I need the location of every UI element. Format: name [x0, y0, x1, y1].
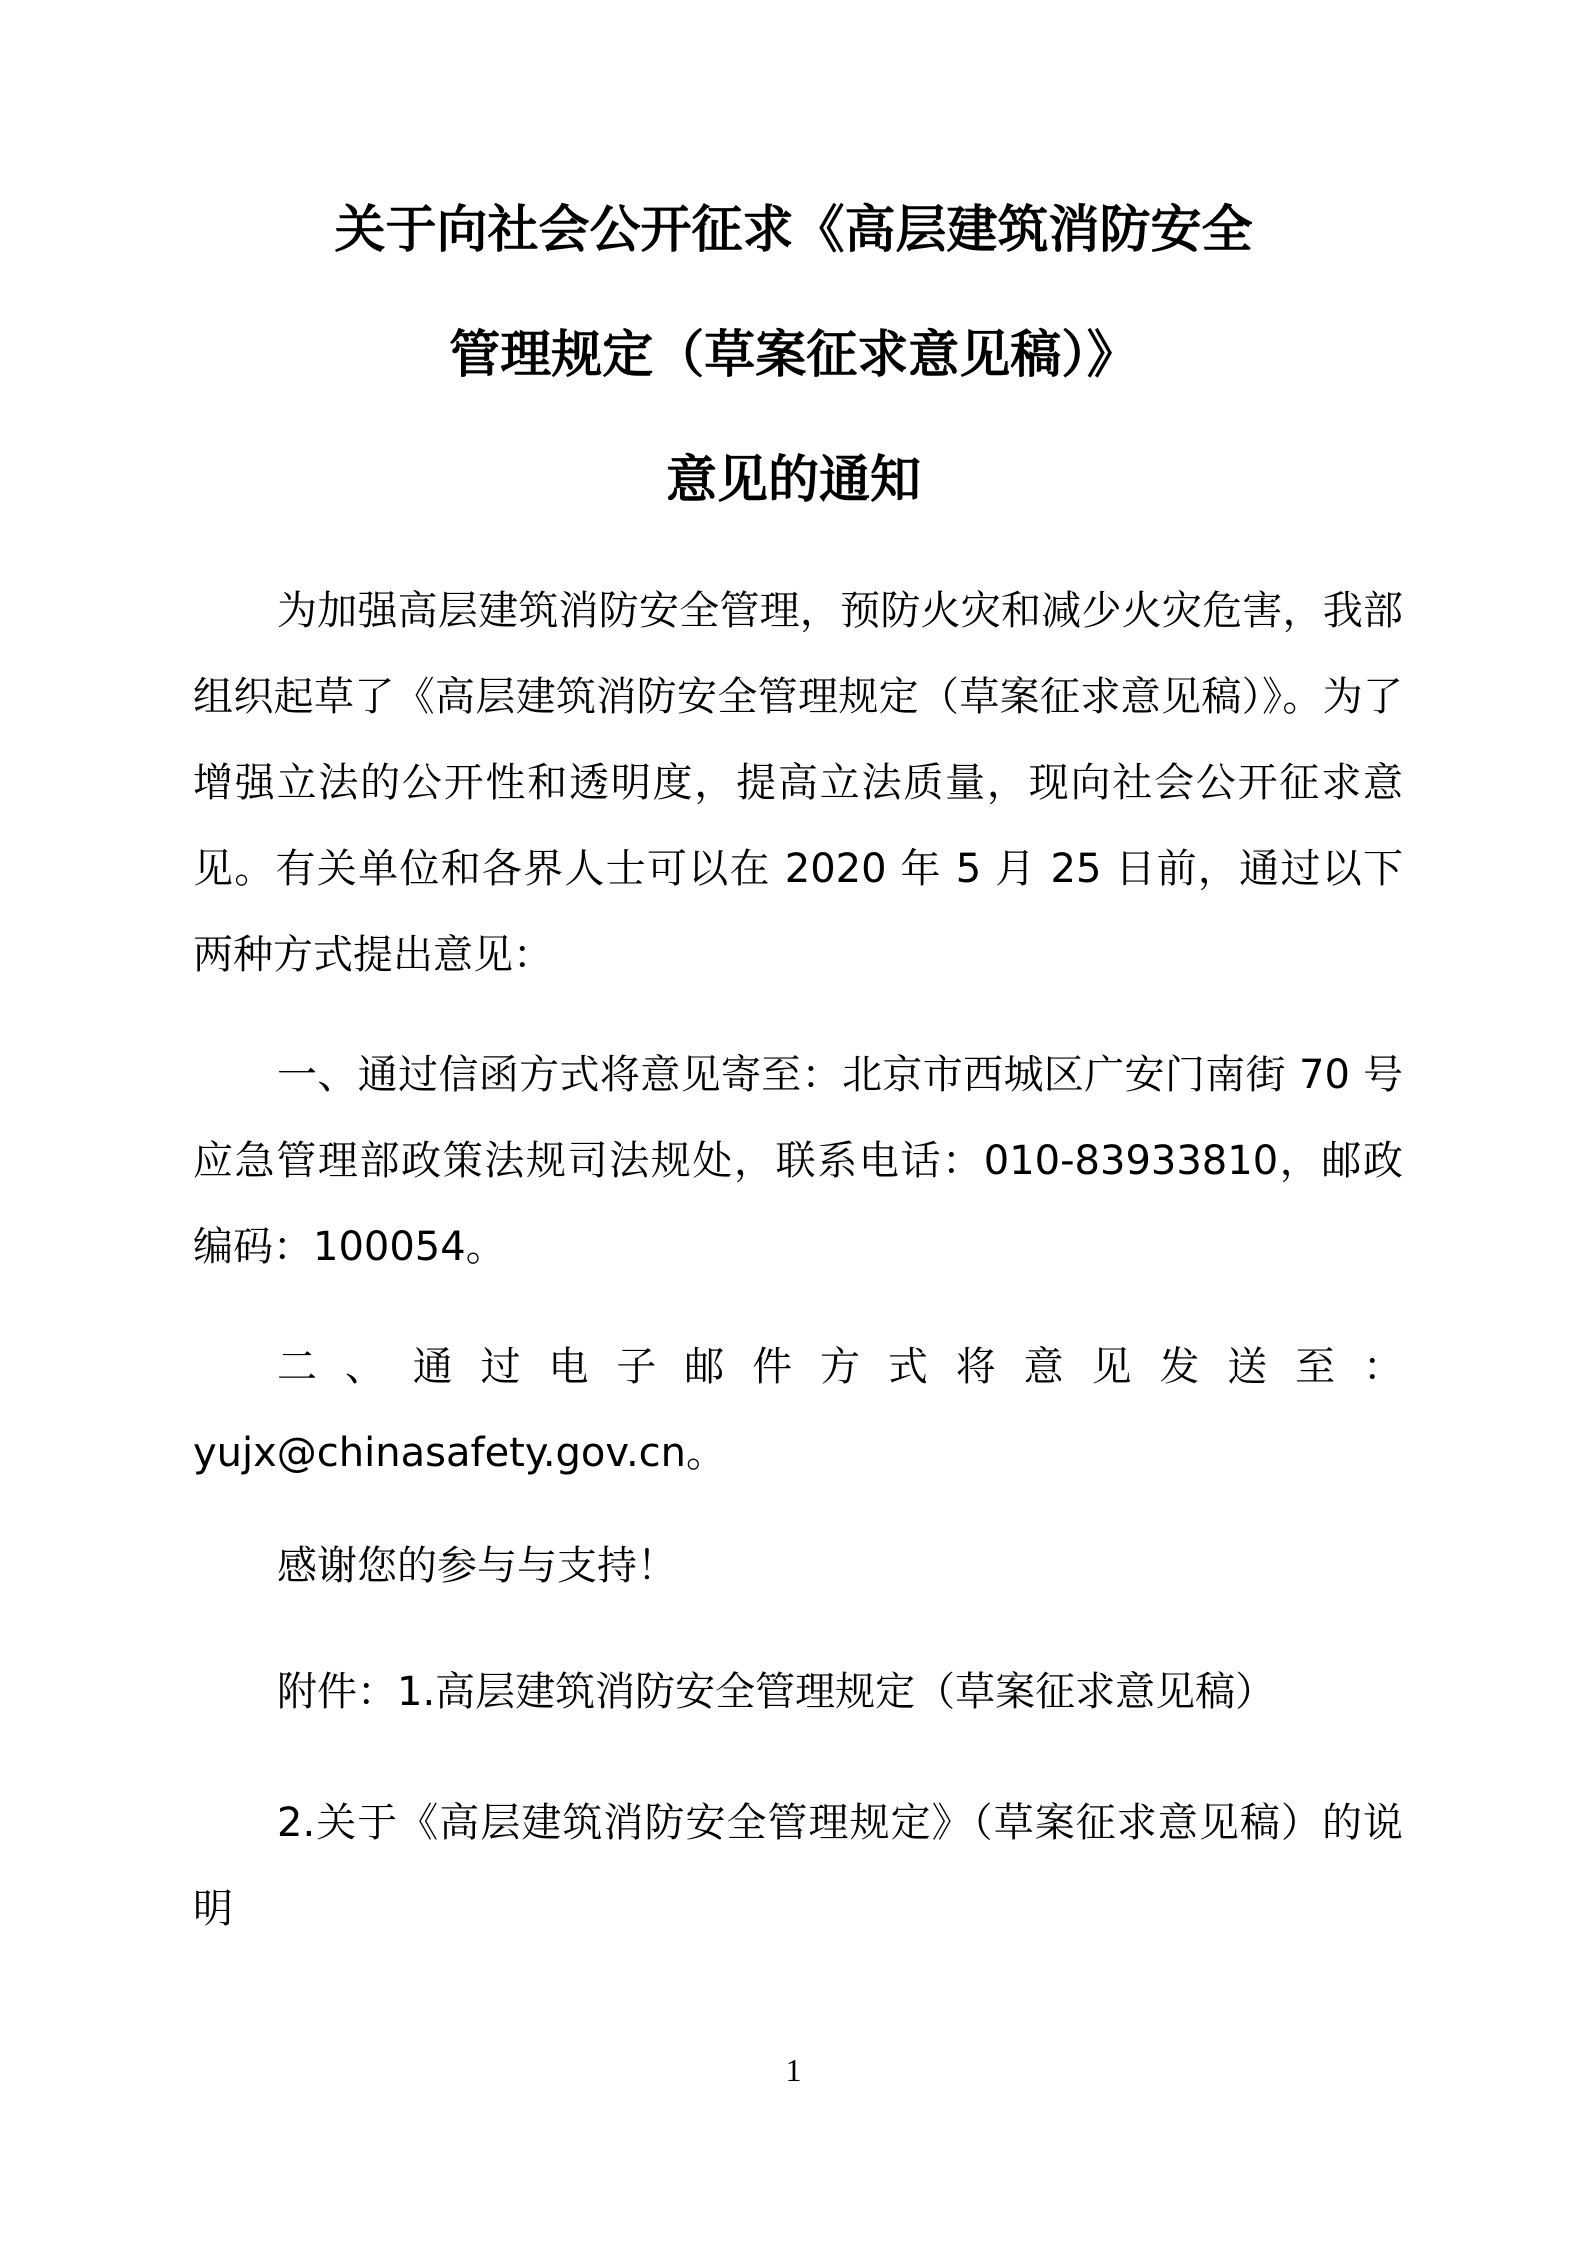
email-method-paragraph: 二、通过电子邮件方式将意见发送至：yujx@chinasafety.gov.cn。: [193, 1344, 1403, 1476]
attachment-2: 2.关于《高层建筑消防安全管理规定》（草案征求意见稿）的说明: [193, 1800, 1403, 1932]
intro-paragraph: 为加强高层建筑消防安全管理，预防火灾和减少火灾危害，我部组织起草了《高层建筑消防安全管理规定（草案征求意见稿）》。为了增强立法的公开性和透明度，提高立法质量，现向社会公开征求意见。有关单位和各界人士可以在 2020 年 5 月 25 日前，通过以下两种方式提出意见：: [193, 588, 1403, 978]
attachment-1: 附件：1.高层建筑消防安全管理规定（草案征求意见稿）: [277, 1669, 1276, 1715]
title-line-2: 管理规定（草案征求意见稿）》: [449, 325, 1138, 385]
mail-method-paragraph: 一、通过信函方式将意见寄至：北京市西城区广安门南街 70 号应急管理部政策法规司法规处，联系电话：010-83933810，邮政编码：100054。: [193, 1052, 1403, 1270]
page-number: 1: [785, 2052, 802, 2088]
title-line-3: 意见的通知: [665, 450, 921, 510]
thanks-paragraph: 感谢您的参与与支持！: [277, 1543, 677, 1589]
title-line-1: 关于向社会公开征求《高层建筑消防安全: [334, 200, 1253, 260]
